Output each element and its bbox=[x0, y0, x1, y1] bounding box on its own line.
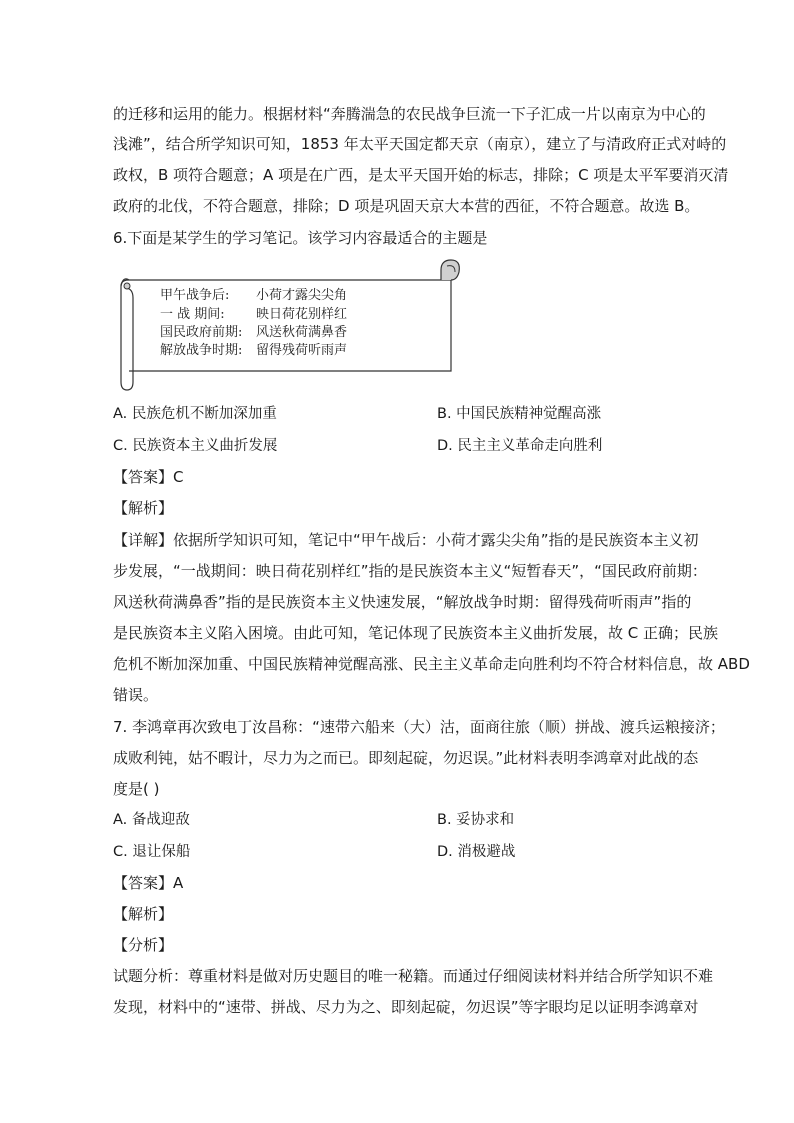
option-d: D. 消极避战 bbox=[437, 844, 516, 860]
fenxi-label: 【分析】 bbox=[113, 936, 174, 954]
question-7-stem: 成败利钝，姑不暇计，尽力为之而已。即刻起碇，勿迟误。”此材料表明李鸿章对此战的态 bbox=[113, 749, 699, 767]
note-verse: 留得残荷听雨声 bbox=[256, 343, 348, 358]
detail-line: 错误。 bbox=[113, 686, 159, 704]
note-verse: 映日荷花别样红 bbox=[256, 307, 348, 322]
note-row bbox=[160, 287, 347, 305]
answer-label: 【答案】A bbox=[113, 874, 184, 892]
detail-line: 【详解】依据所学知识可知，笔记中“甲午战后：小荷才露尖尖角”指的是民族资本主义初 bbox=[113, 531, 699, 549]
analysis-label: 【解析】 bbox=[113, 499, 174, 517]
option-c: C. 民族资本主义曲折发展 bbox=[113, 438, 278, 454]
note-row bbox=[160, 324, 347, 342]
option-d: D. 民主主义革命走向胜利 bbox=[437, 438, 603, 454]
note-verse: 风送秋荷满鼻香 bbox=[256, 325, 348, 340]
analysis-label: 【解析】 bbox=[113, 905, 174, 923]
note-row bbox=[160, 342, 347, 360]
passage-line: 政府的北伐，不符合题意，排除；D 项是巩固天京大本营的西征，不符合题意。故选 B。 bbox=[113, 197, 700, 215]
detail-line: 步发展，“一战期间：映日荷花别样红”指的是民族资本主义“短暂春天”，“国民政府前期： bbox=[113, 562, 707, 580]
fenxi-line: 试题分析：尊重材料是做对历史题目的唯一秘籍。而通过仔细阅读材料并结合所学知识不难 bbox=[113, 967, 714, 985]
option-b: B. 妥协求和 bbox=[437, 812, 515, 828]
question-7-stem: 度是( ) bbox=[113, 780, 160, 798]
note-row bbox=[160, 306, 347, 324]
option-a: A. 备战迎敌 bbox=[113, 812, 190, 828]
detail-line: 是民族资本主义陷入困境。由此可知，笔记体现了民族资本主义曲折发展，故 C 正确；民族 bbox=[113, 624, 719, 642]
detail-line: 危机不断加深加重、中国民族精神觉醒高涨、民主主义革命走向胜利均不符合材料信息，故 ABD bbox=[113, 655, 750, 673]
note-period: 一 战 期间: bbox=[160, 307, 225, 322]
detail-line: 风送秋荷满鼻香”指的是民族资本主义快速发展，“解放战争时期：留得残荷听雨声”指的 bbox=[113, 593, 692, 611]
passage-line: 浅滩”，结合所学知识可知，1853 年太平天国定都天京（南京），建立了与清政府正式对峙的 bbox=[113, 135, 727, 153]
question-6-stem: 6.下面是某学生的学习笔记。该学习内容最适合的主题是 bbox=[113, 229, 488, 247]
fenxi-line: 发现，材料中的“速带、拼战、尽力为之、即刻起碇，勿迟误”等字眼均足以证明李鸿章对 bbox=[113, 998, 699, 1016]
note-verse: 小荷才露尖尖角 bbox=[256, 288, 348, 303]
option-b: B. 中国民族精神觉醒高涨 bbox=[437, 406, 602, 422]
note-period: 国民政府前期: bbox=[160, 325, 243, 340]
passage-line: 政权，B 项符合题意；A 项是在广西，是太平天国开始的标志，排除；C 项是太平军要消灭清 bbox=[113, 166, 729, 184]
answer-label: 【答案】C bbox=[113, 468, 184, 486]
note-period: 解放战争时期: bbox=[160, 343, 243, 358]
option-a: A. 民族危机不断加深加重 bbox=[113, 406, 277, 422]
question-7-stem: 7. 李鸿章再次致电丁汝昌称：“速带六船来（大）沽，面商往旅（顺）拼战、渡兵运粮接济； bbox=[113, 718, 725, 736]
passage-line: 的迁移和运用的能力。根据材料“奔腾湍急的农民战争巨流一下子汇成一片以南京为中心的 bbox=[113, 105, 706, 123]
option-c: C. 退让保船 bbox=[113, 844, 191, 860]
note-period: 甲午战争后: bbox=[160, 288, 230, 303]
